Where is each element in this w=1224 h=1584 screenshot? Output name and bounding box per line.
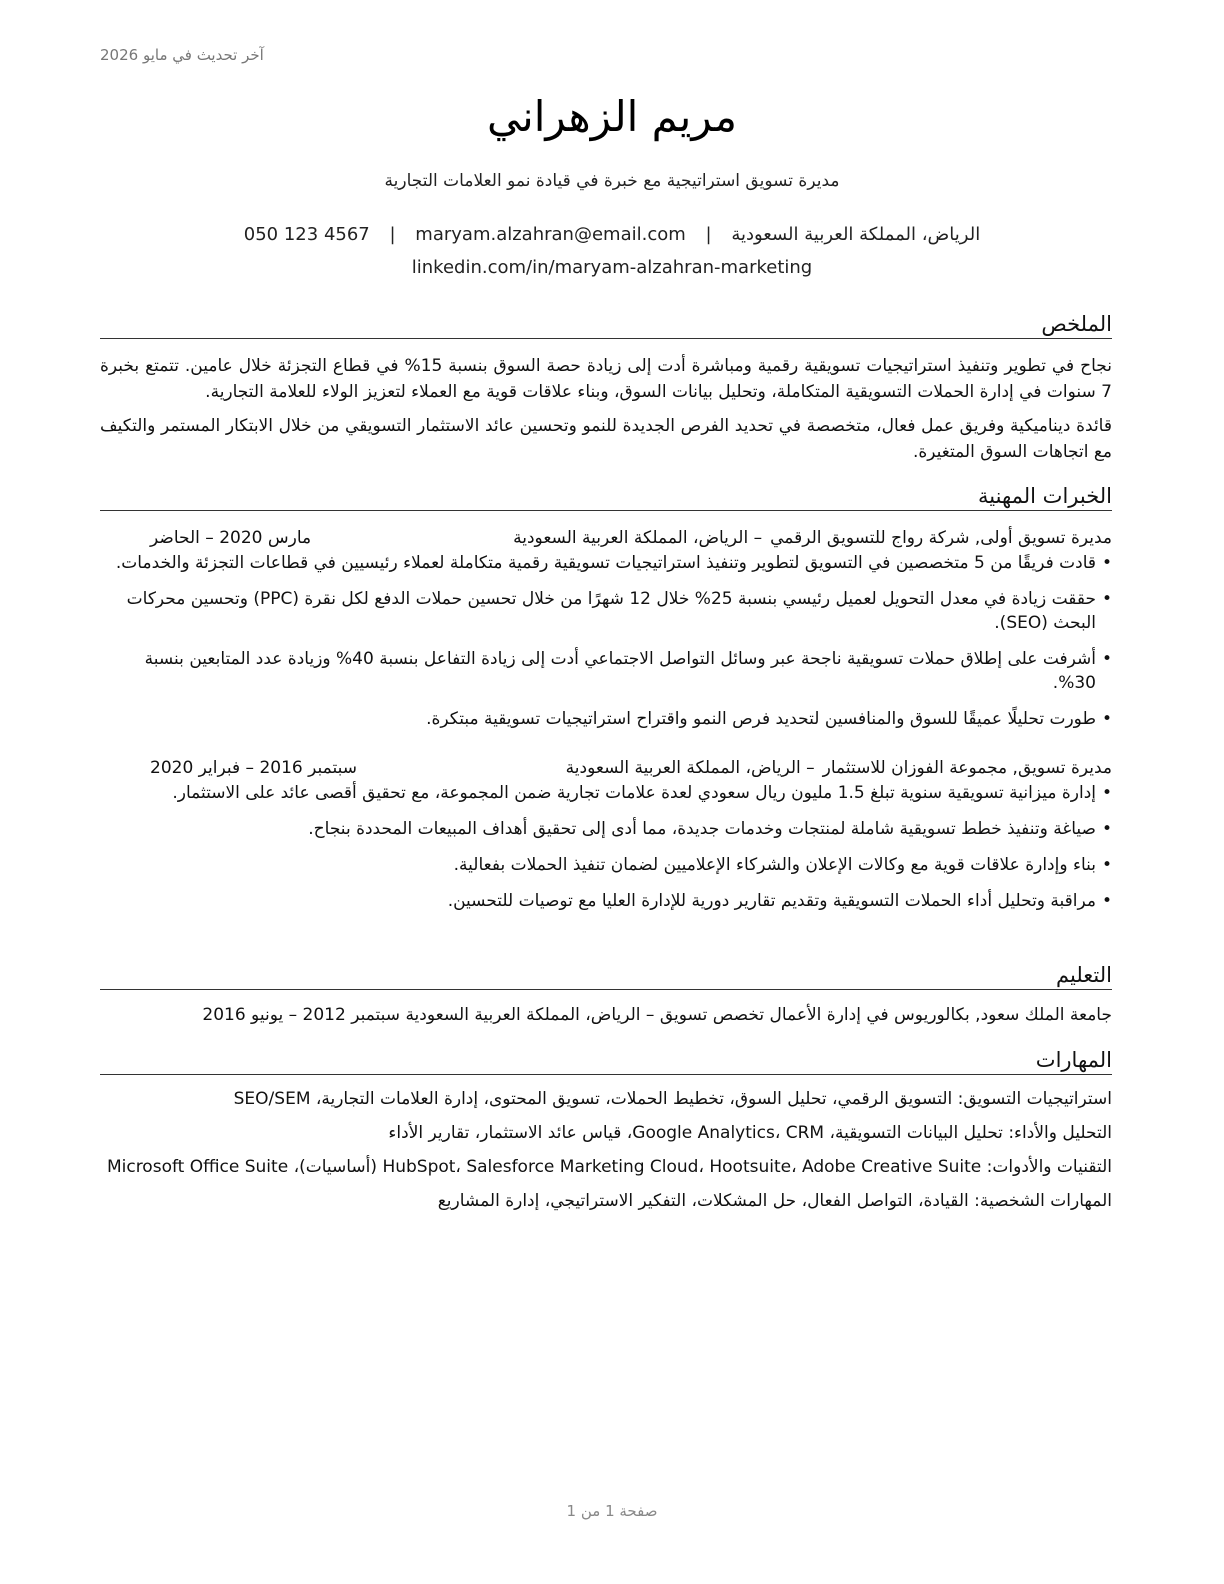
job-bullets [100, 781, 1112, 913]
candidate-headline: مديرة تسويق استراتيجية مع خبرة في قيادة نمو العلامات التجارية [384, 171, 840, 191]
job-title-company: مديرة تسويق, مجموعة الفوزان للاستثمار [822, 758, 1112, 778]
contact-info [0, 224, 1224, 245]
linkedin-link[interactable]: linkedin.com/in/maryam-alzahran-marketing [411, 257, 813, 278]
job-bullet: • أشرفت على إطلاق حملات تسويقية ناجحة عبر وسائل التواصل الاجتماعي أدت إلى زيادة التفاعل بنسبة 40% وزيادة عدد المتابعين بنسبة 30%. [100, 647, 1112, 695]
job-bullets [100, 551, 1112, 731]
section-title-summary: الملخص [100, 312, 1112, 339]
skill-line: التحليل والأداء: تحليل البيانات التسويقية، Google Analytics، CRM، قياس عائد الاستثمار، تقارير الأداء [388, 1123, 1112, 1143]
job-bullet: • حققت زيادة في معدل التحويل لعميل رئيسي بنسبة 25% خلال 12 شهرًا من خلال تحسين حملات الدفع لكل نقرة (PPC) وتحسين محركات البحث (SEO). [100, 587, 1112, 635]
contact-email[interactable]: maryam.alzahran@email.com [415, 224, 686, 245]
summary-section [100, 312, 1112, 465]
job-dates: مارس 2020 – الحاضر [150, 528, 312, 548]
contact-separator: | [705, 224, 712, 245]
skill-line: التقنيات والأدوات: HubSpot، Salesforce Marketing Cloud، Hootsuite، Adobe Creative Suite (أساسيات)، Microsoft Office Suite [106, 1157, 1112, 1177]
contact-location: الرياض، المملكة العربية السعودية [731, 224, 981, 245]
last-updated-note: آخر تحديث في مايو 2026 [100, 46, 264, 64]
job-bullet: • مراقبة وتحليل أداء الحملات التسويقية وتقديم تقارير دورية للإدارة العليا مع توصيات للتحسين. [100, 889, 1112, 913]
summary-paragraph: نجاح في تطوير وتنفيذ استراتيجيات تسويقية رقمية ومباشرة أدت إلى زيادة حصة السوق بنسبة 15% في قطاع التجزئة خلال عامين. تتمتع بخبرة 7 سنوات في إدارة الحملات التسويقية المتكاملة، وتحليل بيانات السوق، وبناء علاقات قوية مع العملاء لتعزيز الولاء للعلامة التجارية. [100, 356, 1112, 402]
job-entry [100, 755, 1112, 913]
job-dates: سبتمبر 2016 – فبراير 2020 [150, 758, 357, 778]
job-bullet: • إدارة ميزانية تسويقية سنوية تبلغ 1.5 مليون ريال سعودي لعدة علامات تجارية ضمن المجموعة، مع تحقيق أقصى عائد على الاستثمار. [100, 781, 1112, 805]
experience-section [100, 484, 1112, 925]
job-location: – الرياض، المملكة العربية السعودية [565, 758, 815, 778]
skill-line: المهارات الشخصية: القيادة، التواصل الفعال، حل المشكلات، التفكير الاستراتيجي، إدارة المشاريع [437, 1191, 1112, 1211]
job-title-company: مديرة تسويق أولى, شركة رواج للتسويق الرقمي [770, 528, 1112, 548]
section-title-education: التعليم [100, 963, 1112, 990]
job-bullet: • بناء وإدارة علاقات قوية مع وكالات الإعلان والشركاء الإعلاميين لضمان تنفيذ الحملات بفعالية. [100, 853, 1112, 877]
job-header [100, 525, 1112, 551]
page-indicator: صفحة 1 من 1 [566, 1502, 658, 1520]
job-bullet: • قادت فريقًا من 5 متخصصين في التسويق لتطوير وتنفيذ استراتيجيات تسويقية رقمية متكاملة لعملاء رئيسيين في قطاعات التجزئة والخدمات. [100, 551, 1112, 575]
skill-line: استراتيجيات التسويق: التسويق الرقمي، تحليل السوق، تخطيط الحملات، تسويق المحتوى، إدارة العلامات التجارية، SEO/SEM [233, 1089, 1112, 1109]
skills-section [100, 1048, 1112, 1223]
job-location: – الرياض، المملكة العربية السعودية [513, 528, 763, 548]
job-bullet: • صياغة وتنفيذ خطط تسويقية شاملة لمنتجات وخدمات جديدة، مما أدى إلى تحقيق أهداف المبيعات المحددة بنجاح. [100, 817, 1112, 841]
job-entry [100, 525, 1112, 731]
job-header [100, 755, 1112, 781]
summary-paragraph: قائدة ديناميكية وفريق عمل فعال، متخصصة في تحديد الفرص الجديدة للنمو وتحسين عائد الاستثمار التسويقي من خلال الابتكار المستمر والتكيف مع اتجاهات السوق المتغيرة. [100, 416, 1112, 462]
contact-phone: 050 123 4567 [243, 224, 370, 245]
section-title-skills: المهارات [100, 1048, 1112, 1075]
job-bullet: • طورت تحليلًا عميقًا للسوق والمنافسين لتحديد فرص النمو واقتراح استراتيجيات تسويقية مبتكرة. [100, 707, 1112, 731]
education-entry: جامعة الملك سعود, بكالوريوس في إدارة الأعمال تخصص تسويق – الرياض، المملكة العربية السعودية سبتمبر 2012 – يونيو 2016 [202, 1005, 1112, 1025]
contact-separator: | [389, 224, 396, 245]
education-section [100, 963, 1112, 1028]
section-title-experience: الخبرات المهنية [100, 484, 1112, 511]
candidate-name: مريم الزهراني [487, 92, 737, 141]
